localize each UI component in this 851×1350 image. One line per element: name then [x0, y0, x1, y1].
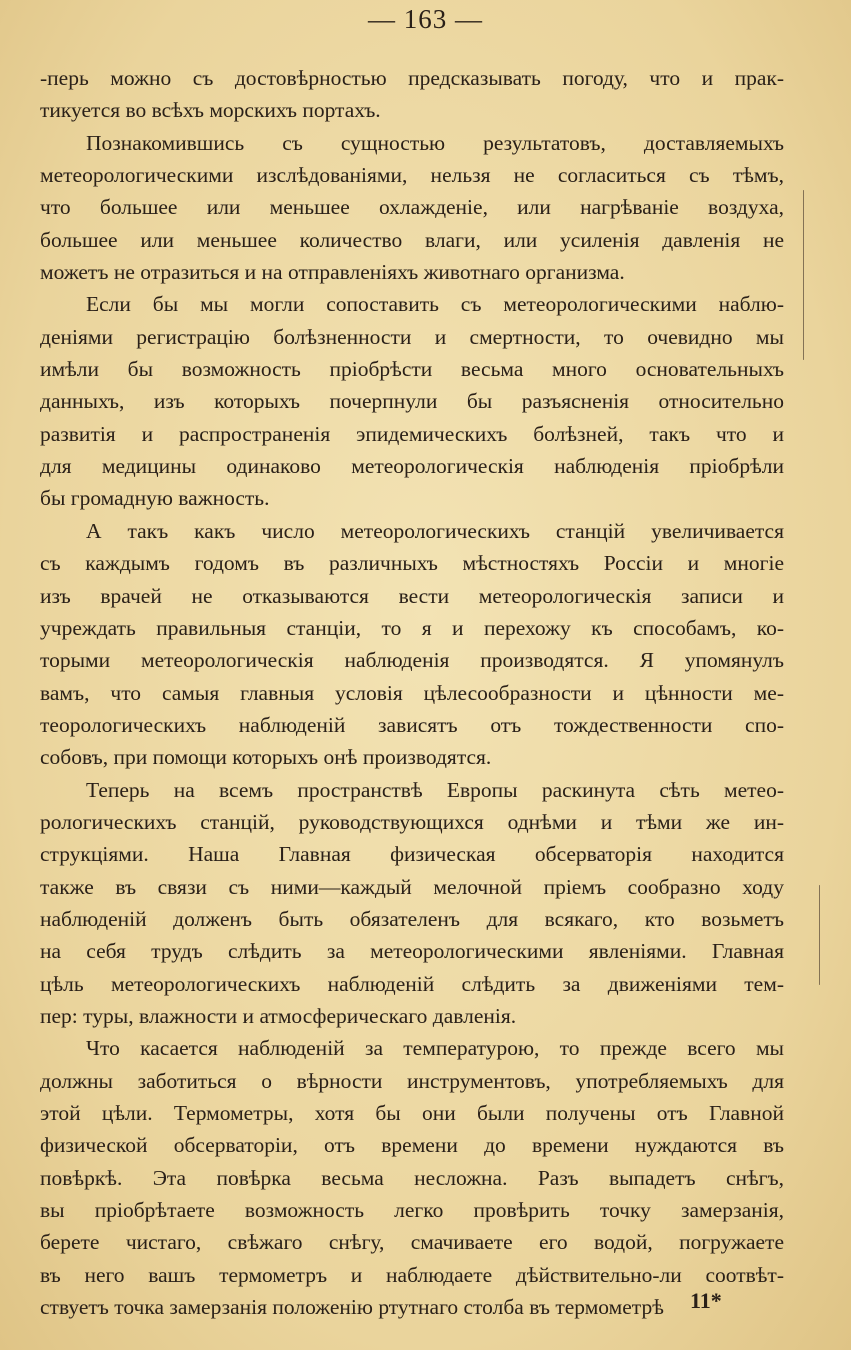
- text-line: съ каждымъ годомъ въ различныхъ мѣстностяхъ Россіи и многіе: [40, 551, 784, 576]
- text-line: большее или меньшее количество влаги, или усиленія давленія не: [40, 227, 784, 252]
- text-line: также въ связи съ ними—каждый мелочной пріемъ сообразно ходу: [40, 874, 784, 899]
- text-line: цѣль метеорологическихъ наблюденій слѣдить за движеніями тем-: [40, 971, 784, 996]
- text-line: А такъ какъ число метеорологическихъ станцій увеличивается: [86, 518, 784, 543]
- text-line: для медицины одинаково метеорологическія наблюденія пріобрѣли: [40, 454, 784, 479]
- text-line: этой цѣли. Термометры, хотя бы они были получены отъ Главной: [40, 1101, 784, 1125]
- paragraph: [40, 62, 784, 127]
- paragraph: [40, 127, 784, 289]
- text-line: данныхъ, изъ которыхъ почерпнули бы разъясненія относительно: [40, 389, 784, 414]
- paragraph: [40, 1032, 784, 1323]
- text-line: вамъ, что самыя главныя условія цѣлесообразности и цѣнности ме-: [40, 680, 784, 705]
- text-line: метеорологическими изслѣдованіями, нельзя не согласиться съ тѣмъ,: [40, 163, 784, 188]
- text-line: берете чистаго, свѣжаго снѣгу, смачиваете его водой, погружаете: [40, 1230, 784, 1255]
- text-line: повѣркѣ. Эта повѣрка весьма несложна. Разъ выпадетъ снѣгъ,: [40, 1165, 784, 1190]
- page-body-text: [40, 62, 784, 1323]
- text-line: учреждать правильныя станціи, то я и перехожу къ способамъ, ко-: [40, 615, 784, 640]
- paragraph: [40, 774, 784, 1033]
- text-line: деніями регистрацію болѣзненности и смертности, то очевидно мы: [40, 324, 784, 349]
- paragraph: [40, 288, 784, 514]
- text-line: -перь можно съ достовѣрностью предсказывать погоду, что и прак-: [40, 66, 784, 90]
- text-line: Познакомившись съ сущностью результатовъ, доставляемыхъ: [86, 130, 784, 155]
- text-line: физической обсерваторіи, отъ времени до времени нуждаются въ: [40, 1133, 784, 1158]
- text-line: торыми метеорологическія наблюденія производятся. Я упомянулъ: [40, 648, 784, 673]
- text-line: струкціями. Наша Главная физическая обсерваторія находится: [40, 842, 784, 867]
- text-line: ствуетъ точка замерзанія положенію ртутнаго столба въ термометрѣ: [40, 1295, 664, 1320]
- text-line: что большее или меньшее охлажденіе, или нагрѣваніе воздуха,: [40, 195, 784, 220]
- text-line: тикуется во всѣхъ морскихъ портахъ.: [40, 98, 381, 123]
- text-line: пер: туры, влажности и атмосферическаго давленія.: [40, 1003, 517, 1028]
- text-line: на себя трудъ слѣдить за метеорологическими явленіями. Главная: [40, 939, 784, 964]
- margin-pencil-mark: [819, 885, 820, 985]
- printer-signature-mark: 11*: [690, 1288, 722, 1313]
- text-line: собовъ, при помощи которыхъ онѣ производятся.: [40, 745, 492, 770]
- text-line: должны заботиться о вѣрности инструментовъ, употребляемыхъ для: [40, 1068, 784, 1093]
- text-line: Если бы мы могли сопоставить съ метеорологическими наблю-: [86, 292, 784, 317]
- text-line: рологическихъ станцій, руководствующихся однѣми и тѣми же ин-: [40, 809, 784, 834]
- paragraph: [40, 515, 784, 774]
- margin-pencil-mark: [803, 190, 804, 360]
- text-line: наблюденій долженъ быть обязателенъ для всякаго, кто возьметъ: [40, 906, 784, 931]
- text-line: въ него вашъ термометръ и наблюдаете дѣйствительно-ли соотвѣт-: [40, 1262, 784, 1287]
- text-line: теорологическихъ наблюденій зависятъ отъ тождественности спо-: [40, 712, 784, 737]
- text-line: развитія и распространенія эпидемическихъ болѣзней, такъ что и: [40, 421, 784, 446]
- text-line: можетъ не отразиться и на отправленіяхъ животнаго организма.: [40, 260, 625, 285]
- text-line: Теперь на всемъ пространствѣ Европы раскинута сѣть метео-: [86, 777, 784, 802]
- text-line: вы пріобрѣтаете возможность легко провѣрить точку замерзанія,: [40, 1198, 784, 1223]
- page-number-header: — 163 —: [368, 4, 483, 34]
- text-line: Что касается наблюденій за температурою, то прежде всего мы: [86, 1036, 784, 1061]
- text-line: изъ врачей не отказываются вести метеорологическія записи и: [40, 583, 784, 608]
- text-line: имѣли бы возможность пріобрѣсти весьма много основательныхъ: [40, 357, 784, 382]
- text-line: бы громадную важность.: [40, 486, 270, 511]
